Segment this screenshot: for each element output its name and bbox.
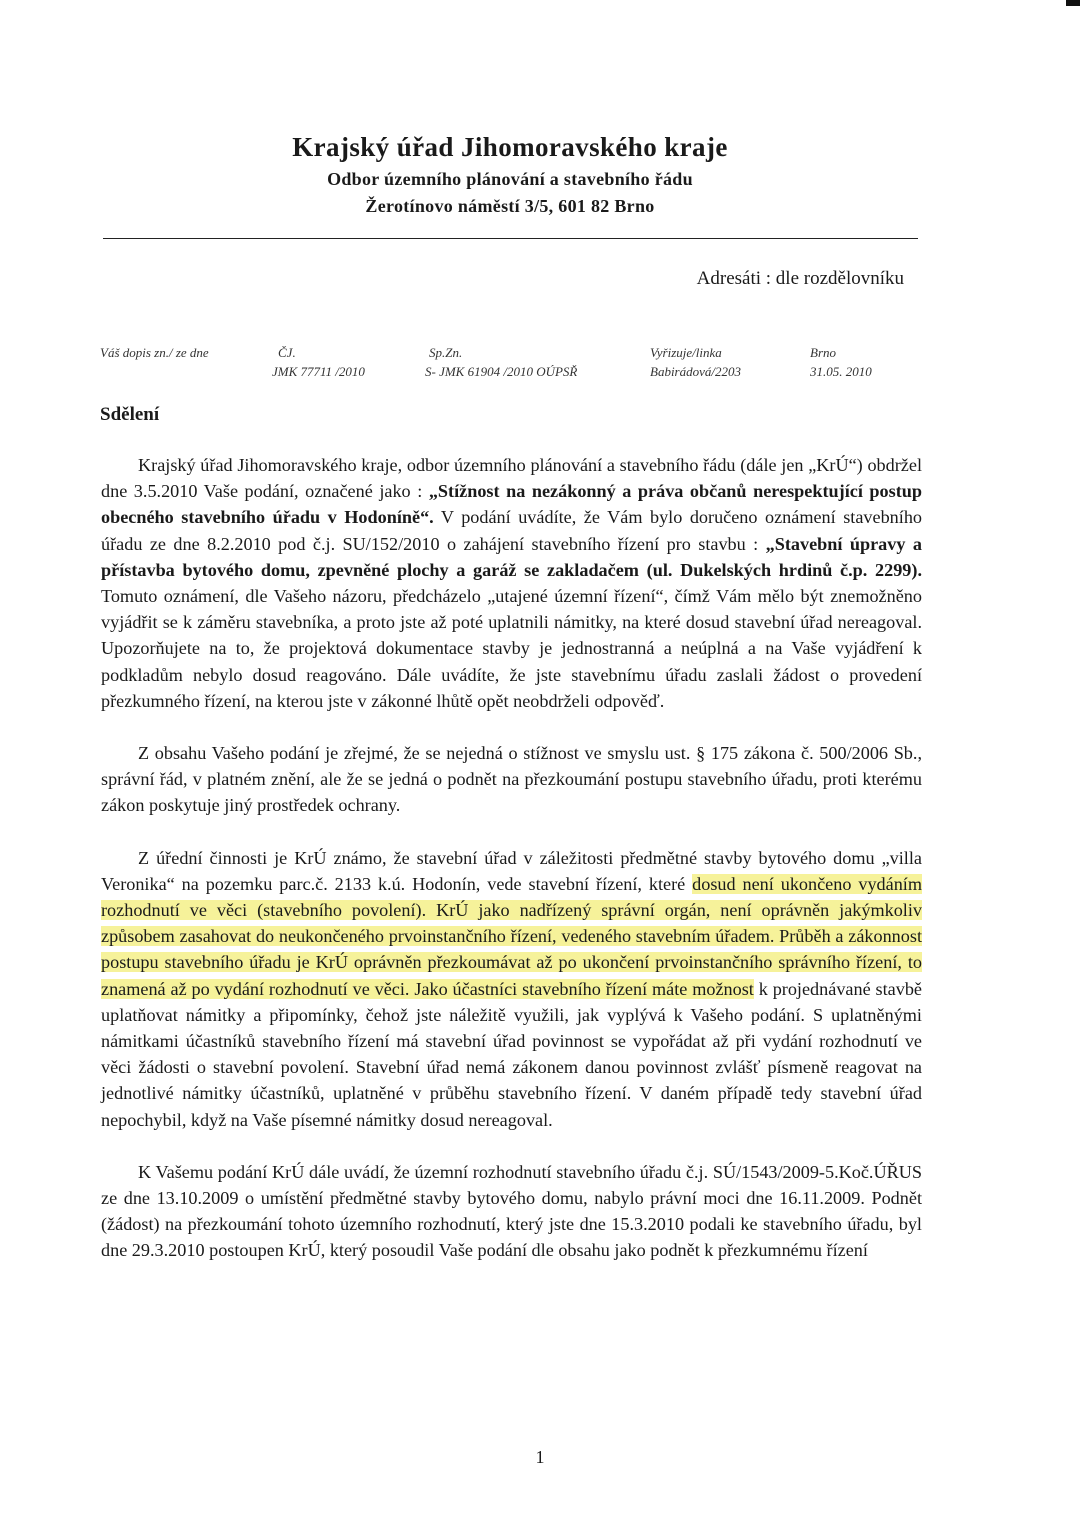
ref-spzn [425,343,577,381]
ref-spzn-label: Sp.Zn. [429,345,463,360]
ref-place-date [810,343,872,381]
paragraph-1 [101,452,922,714]
complaint-title: „Stížnost na nezákonný a práva občanů nerespektující postup obecného stavebního úřadu v Hodoníně“. [101,481,922,528]
paragraph-1-text-c: Tomuto oznámení, dle Vašeho názoru, předcházelo „utajené územní řízení“, čímž Vám mělo být znemožněno vyjádřit se k záměru stavebníka, a proto jste až poté uplatnili námitky, na které dosud stavební úřad nereagoval. Upozorňujete na to, že projektová dokumentace stavby je jednostranná a neúplná a na Vaše vyjádření k podkladům nebylo dosud reagováno. Dále uvádíte, že jste stavebnímu úřadu zaslali žádost o provedení přezkumného řízení, na kterou jste v zákonné lhůtě opět neobdrželi odpověď. [101,586,922,711]
ref-place-label: Brno [810,345,836,360]
ref-handler [650,343,741,381]
paragraph-2: Z obsahu Vašeho podání je zřejmé, že se nejedná o stížnost ve smyslu ust. § 175 zákona č. 500/2006 Sb., správní řád, v platném znění, ale že se jedná o podnět na přezkoumání postupu stavebního úřadu, proti kterému zákon poskytuje jiný prostředek ochrany. [101,743,922,816]
ref-your-letter-label: Váš dopis zn./ ze dne [100,345,209,360]
reference-block [100,343,920,383]
ref-date-value: 31.05. 2010 [810,364,872,379]
highlighted-passage: dosud není ukončeno vydáním rozhodnutí ve věci (stavebního povolení). KrÚ jako nadřízený správní orgán, není oprávněn jakýmkoliv způsobem zasahovat do neukončeného prvoinstančního řízení, vedeného stavebním úřadem. Průběh a zákonnost postupu stavebního úřadu je KrÚ oprávněn přezkoumávat až po ukončení prvoinstančního správního řízení, to znamená až po vydání rozhodnutí ve věci. Jako účastníci stavebního řízení máte možnost [101,873,922,999]
paragraph-1-text-a: Krajský úřad Jihomoravského kraje, odbor územního plánování a stavebního řádu (dále jen „KrÚ“) obdržel dne 3.5.2010 Vaše podání, označené jako : [101,455,922,502]
ref-handler-value: Babirádová/2203 [650,364,741,379]
paragraph-4: K Vašemu podání KrÚ dále uvádí, že územní rozhodnutí stavebního úřadu č.j. SÚ/1543/2009-5.Koč.ÚŘUS ze dne 13.10.2009 o umístění předmětné stavby bytového domu, nabylo právní moci dne 16.11.2009. Podnět (žádost) na přezkoumání tohoto územního rozhodnutí, který jste dne 15.3.2010 podali ke stavebního úřadu, byl dne 29.3.2010 postoupen KrÚ, který posoudil Vaše podání dle obsahu jako podnět k přezkumnému řízení [101,1161,922,1261]
header-divider [103,238,918,239]
org-address: Žerotínovo náměstí 3/5, 601 82 Brno [365,196,655,216]
scan-corner-mark [1066,0,1080,6]
ref-handler-label: Vyřizuje/linka [650,345,722,360]
ref-cj [272,343,365,381]
construction-title: „Stavební úpravy a přístavba bytového domu, zpevněné plochy a garáž se zakladačem (ul. Dukelských hrdinů č.p. 2299). [101,533,922,580]
addressees-line: Adresáti : dle rozdělovníku [696,268,904,289]
ref-cj-value: JMK 77711 /2010 [272,364,365,379]
paragraph-1-text-b: V podání uvádíte, že Vám bylo doručeno oznámení stavebního úřadu ze dne 8.2.2010 pod č.j. SU/152/2010 o zahájení stavebního řízení pro stavbu : [101,507,923,554]
letterhead [100,128,920,220]
letter-subject: Sdělení [100,404,160,425]
letter-body [101,452,922,1264]
ref-spzn-value: S- JMK 61904 /2010 OÚPSŘ [425,364,578,379]
paragraph-3 [101,845,922,1133]
ref-cj-label: ČJ. [278,345,296,360]
ref-your-letter [100,343,209,362]
department-name: Odbor územního plánování a stavebního řádu [327,169,693,189]
page-number: 1 [535,1447,545,1467]
paragraph-3-text-b: k projednávané stavbě uplatňovat námitky a připomínky, čehož jste náležitě využili, jak vyplývá k Vašeho podání. S uplatněnými námitkami účastníků stavebního řízení má stavební úřad povinnost se vypořádat až při vydání rozhodnutí ve věci žádosti o stavební povolení. Stavební úřad nemá zákonem danou povinnost zvlášť písmeně reagovat na jednotlivé námitky účastníků, uplatněné v průběhu stavebního řízení. V daném případě tedy stavební úřad nepochybil, když na Vaše písemné námitky dosud nereagoval. [101,978,922,1130]
org-title: Krajský úřad Jihomoravského kraje [292,132,728,162]
paragraph-3-text-a: Z úřední činnosti je KrÚ známo, že stavební úřad v záležitosti předmětné stavby bytového domu „villa Veronika“ na pozemku parc.č. 2133 k.ú. Hodonín, vede stavební řízení, které [101,847,922,894]
